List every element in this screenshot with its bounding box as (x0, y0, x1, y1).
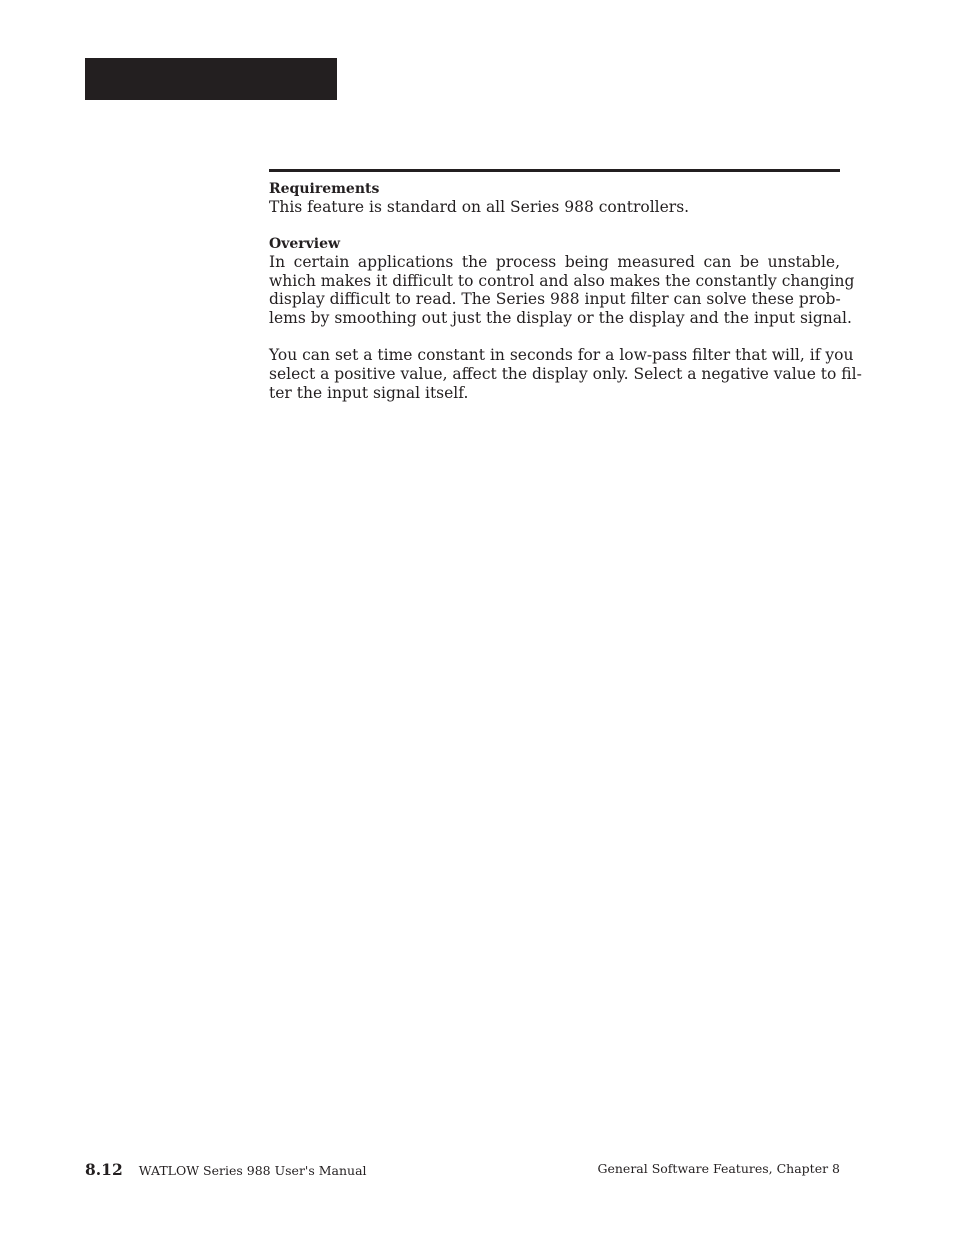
filter-paragraph (269, 345, 862, 402)
chapter-header-bar (85, 58, 337, 100)
main-content (269, 169, 862, 402)
filter-line: ter the input signal itself. (269, 383, 469, 402)
footer-left (85, 1160, 367, 1179)
requirements-text: This feature is standard on all Series 988 controllers. (269, 198, 690, 216)
filter-line: select a positive value, affect the display only. Select a negative value to fil- (269, 364, 862, 383)
overview-line: lems by smoothing out just the display or the display and the input signal. (269, 309, 852, 328)
section-rule (269, 169, 840, 172)
overview-line: In certain applications the process being measured can be unstable, (269, 252, 840, 271)
overview-paragraph (269, 252, 855, 328)
overview-heading: Overview (269, 235, 341, 252)
overview-line: which makes it difficult to control and also makes the constantly changing (269, 271, 855, 290)
chapter-title: General Software Features, Chapter 8 (597, 1161, 840, 1176)
overview-line: display difficult to read. The Series 988 input filter can solve these prob- (269, 290, 841, 309)
requirements-heading: Requirements (269, 181, 380, 197)
filter-line: You can set a time constant in seconds for a low-pass filter that will, if you (269, 345, 854, 364)
manual-title: WATLOW Series 988 User's Manual (138, 1163, 367, 1178)
page-number: 8.12 (85, 1160, 123, 1179)
